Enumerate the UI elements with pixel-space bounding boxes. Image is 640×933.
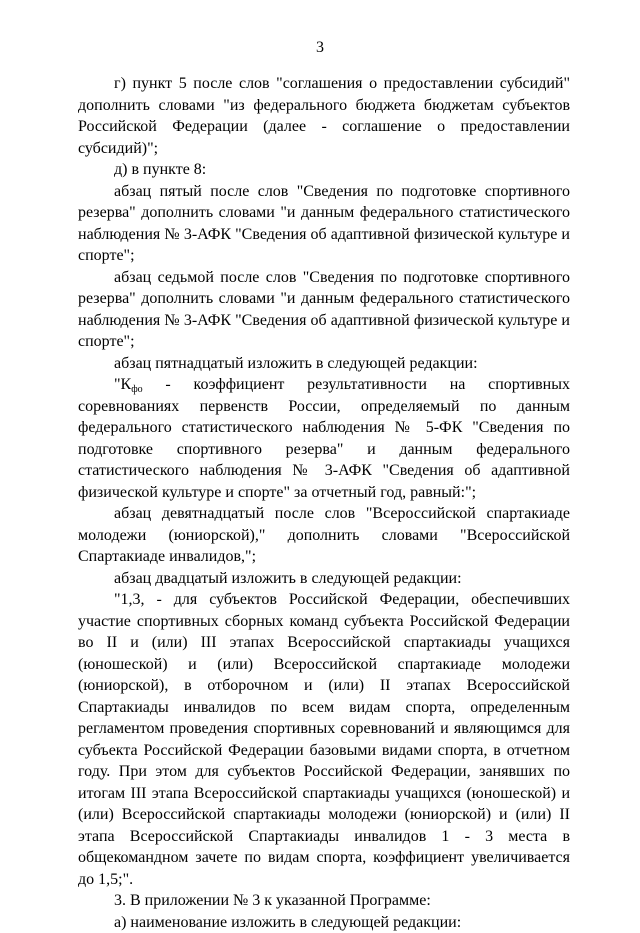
paragraph-item-d: д) в пункте 8: [78,159,570,181]
paragraph-abzac-7: абзац седьмой после слов "Сведения по подготовке спортивного резерва" дополнить словами "и данным федерального статистического наблюдения № 3-АФК "Сведения об адаптивной физической культуре и спорте"; [78,267,570,353]
paragraph-coefficient-definition [78,374,570,503]
paragraph-abzac-20-intro: абзац двадцатый изложить в следующей редакции: [78,568,570,590]
coefficient-subscript: фо [131,384,142,395]
paragraph-appendix-3: 3. В приложении № 3 к указанной Программе: [78,890,570,912]
coefficient-description: - коэффициент результативности на спортивных соревнованиях первенств России, определяемый по данным федерального статистического наблюдения № 5-ФК "Сведения по подготовке спортивного резерва" и данным федерального статистического наблюдения № 3-АФК "Сведения об адаптивной физической культуре и спорте" за отчетный год, равный:"; [78,376,570,501]
coefficient-symbol: "К [114,376,131,393]
paragraph-item-a: а) наименование изложить в следующей редакции: [78,912,570,933]
paragraph-item-g: г) пункт 5 после слов "соглашения о предоставлении субсидий" дополнить словами "из федерального бюджета бюджетам субъектов Российской Федерации (далее - соглашение о предоставлении субсидий)"; [78,73,570,159]
paragraph-abzac-5: абзац пятый после слов "Сведения по подготовке спортивного резерва" дополнить словами "и данным федерального статистического наблюдения № 3-АФК "Сведения об адаптивной физической культуре и спорте"; [78,181,570,267]
page-number: 3 [0,38,640,58]
paragraph-quoted-rule: "1,3, - для субъектов Российской Федерации, обеспечивших участие спортивных сборных команд субъекта Российской Федерации во II и (или) III этапах Всероссийской спартакиады учащихся (юношеской) и (или) Всероссийской спартакиаде молодежи (юниорской), в отборочном и (или) II этапах Всероссийской Спартакиады инвалидов по всем видам спорта, определенным регламентом проведения спортивных соревнований и являющимся для субъекта Российской Федерации базовыми видами спорта, в отчетном году. При этом для субъектов Российской Федерации, занявших по итогам III этапа Всероссийской спартакиады учащихся (юношеской) и (или) Всероссийской спартакиады молодежи (юниорской) и (или) II этапа Всероссийской Спартакиады инвалидов 1 - 3 места в общекомандном зачете по видам спорта, коэффициент увеличивается до 1,5;". [78,589,570,890]
paragraph-abzac-19: абзац девятнадцатый после слов "Всероссийской спартакиаде молодежи (юниорской)," дополнить словами "Всероссийской Спартакиаде инвалидов,"; [78,503,570,568]
document-body [78,73,570,933]
paragraph-abzac-15-intro: абзац пятнадцатый изложить в следующей редакции: [78,353,570,375]
